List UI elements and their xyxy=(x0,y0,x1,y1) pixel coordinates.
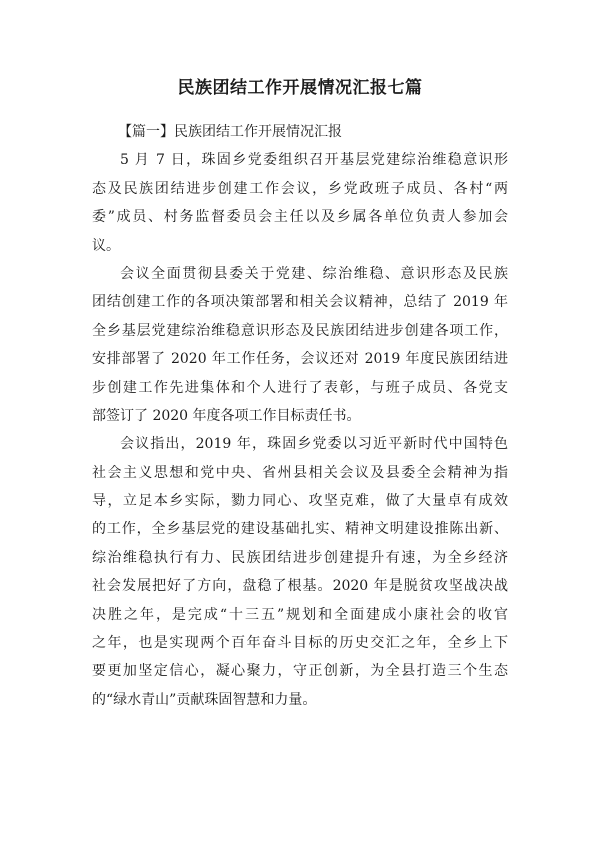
paragraph-line: 之年，也是实现两个百年奋斗目标的历史交汇之年，全乡上下 xyxy=(92,635,508,652)
paragraph-line: 社会发展把好了方向，盘稳了根基。2020 年是脱贫攻坚战决战 xyxy=(92,578,508,595)
paragraph-line: 5 月 7 日，珠固乡党委组织召开基层党建综治维稳意识形 xyxy=(120,152,508,169)
paragraph-line: 决胜之年，是完成“十三五”规划和全面建成小康社会的收官 xyxy=(92,606,508,623)
paragraph-line: 步创建工作先进集体和个人进行了表彰，与班子成员、各党支 xyxy=(92,379,508,396)
paragraph-line: 部签订了 2020 年度各项工作目标责任书。 xyxy=(92,407,361,424)
paragraph-2 xyxy=(92,260,508,430)
paragraph-line: 要更加坚定信心，凝心聚力，守正创新，为全县打造三个生态 xyxy=(92,663,508,680)
paragraph-line: 团结创建工作的各项决策部署和相关会议精神，总结了 2019 年 xyxy=(92,294,508,311)
paragraph-line: 态及民族团结进步创建工作会议，乡党政班子成员、各村“两 xyxy=(92,180,508,197)
paragraph-line: 会议全面贯彻县委关于党建、综治维稳、意识形态及民族 xyxy=(120,265,508,282)
document-title: 民族团结工作开展情况汇报七篇 xyxy=(177,78,423,98)
paragraph-line: 导，立足本乡实际，勠力同心、攻坚克难，做了大量卓有成效 xyxy=(92,493,508,510)
document-body xyxy=(92,118,508,714)
paragraph-line: 的“绿水青山”贡献珠固智慧和力量。 xyxy=(92,691,317,708)
paragraph-1 xyxy=(92,146,508,260)
paragraph-line: 社会主义思想和党中央、省州县相关会议及县委全会精神为指 xyxy=(92,464,508,481)
paragraph-line: 委”成员、村务监督委员会主任以及乡属各单位负责人参加会 xyxy=(92,209,508,226)
paragraph-line: 的工作，全乡基层党的建设基础扎实、精神文明建设推陈出新、 xyxy=(92,521,508,538)
paragraph-3 xyxy=(92,430,508,714)
paragraph-line: 议。 xyxy=(92,237,120,254)
paragraph-line: 综治维稳执行有力、民族团结进步创建提升有速，为全乡经济 xyxy=(92,549,508,566)
paragraph-line: 全乡基层党建综治维稳意识形态及民族团结进步创建各项工作， xyxy=(92,322,508,339)
paragraph-line: 安排部署了 2020 年工作任务，会议还对 2019 年度民族团结进 xyxy=(92,351,508,368)
paragraph-line: 会议指出，2019 年，珠固乡党委以习近平新时代中国特色 xyxy=(120,436,508,453)
section-heading: 【篇一】民族团结工作开展情况汇报 xyxy=(118,124,342,140)
